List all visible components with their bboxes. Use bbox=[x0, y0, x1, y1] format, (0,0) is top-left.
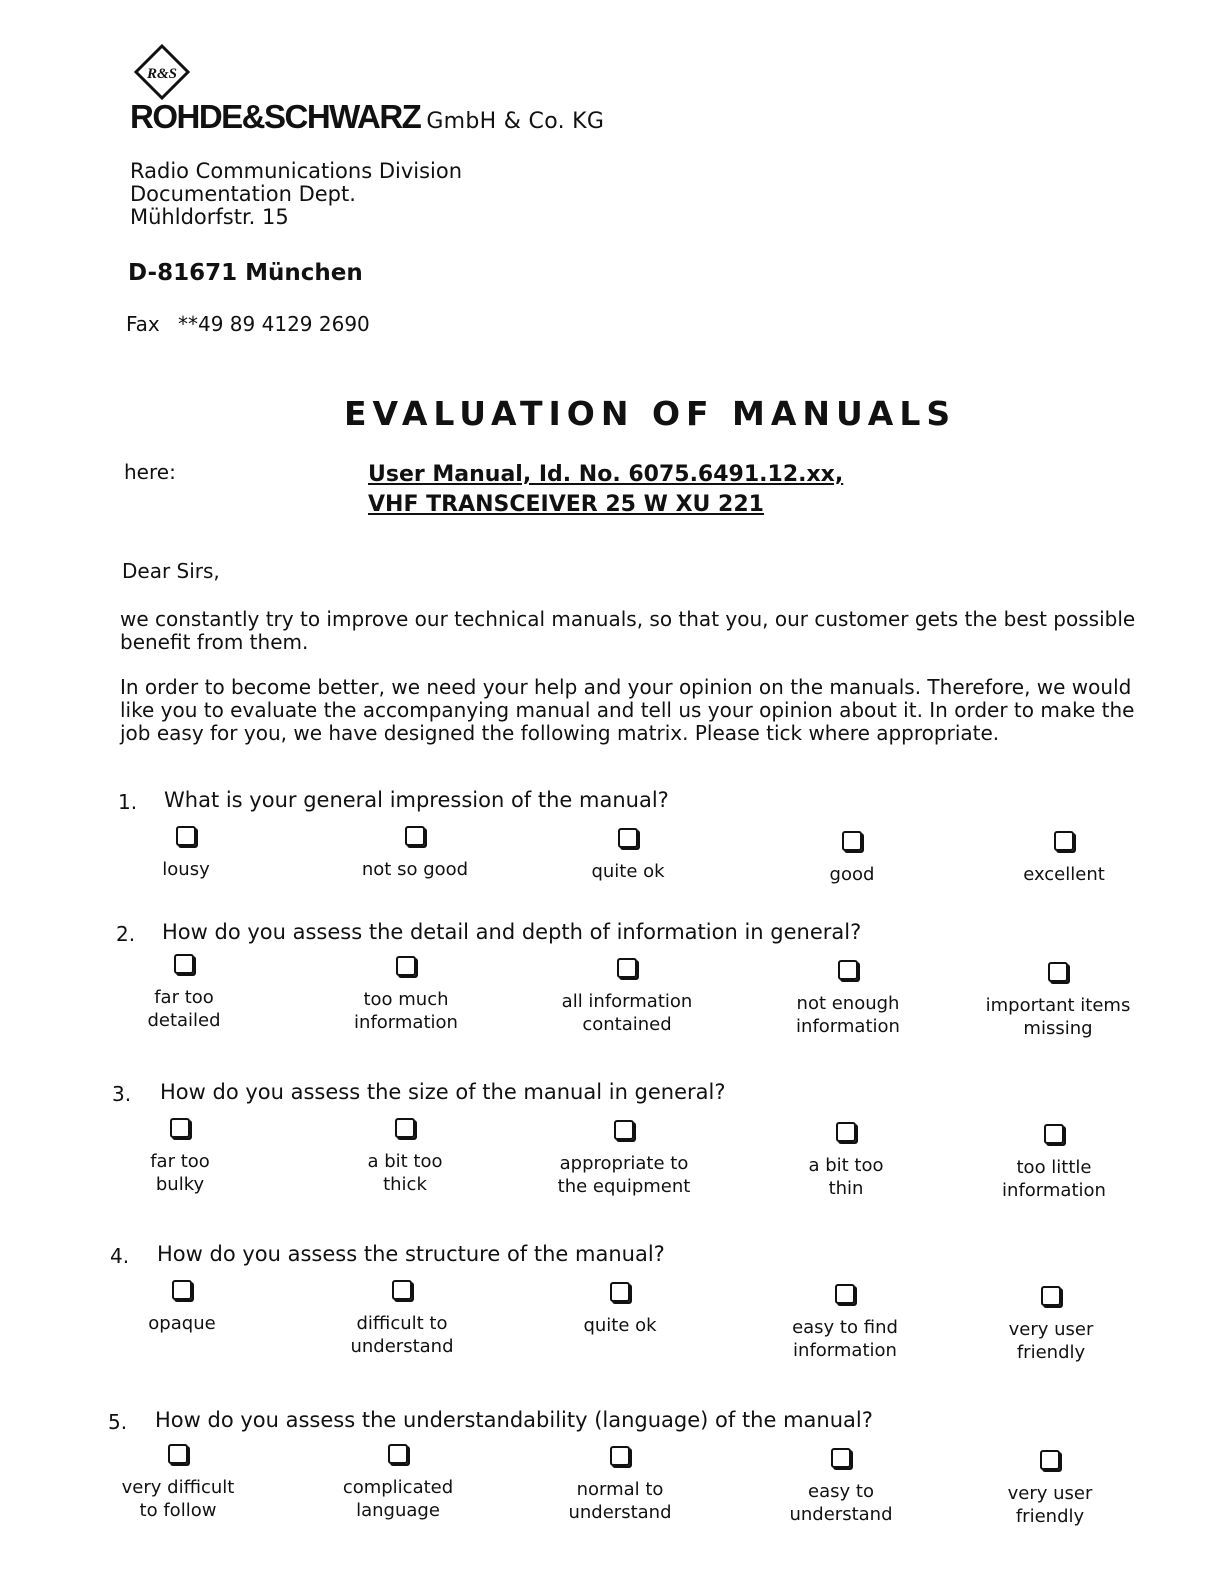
option-label: very user friendly bbox=[1007, 1483, 1093, 1527]
option-label: all information contained bbox=[561, 991, 693, 1035]
answer-option[interactable] bbox=[528, 828, 728, 883]
option-label: appropriate to the equipment bbox=[557, 1153, 691, 1197]
checkbox[interactable] bbox=[405, 826, 425, 846]
option-label: complicated language bbox=[342, 1477, 454, 1521]
option-label: very user friendly bbox=[1008, 1319, 1094, 1363]
instructions-paragraph: In order to become better, we need your help and your opinion on the manuals. Therefore, we would like you to evaluate the accompanying manual and tell us your opinion about it. In order to make the job easy for you, we have designed the following matrix. Please tick where appropriate. bbox=[120, 675, 1135, 745]
answer-option[interactable] bbox=[80, 1118, 280, 1196]
question-text: How do you assess the size of the manual in general? bbox=[160, 1080, 726, 1104]
answer-option[interactable] bbox=[82, 1280, 282, 1335]
question-number: 4. bbox=[110, 1244, 130, 1268]
answer-option[interactable] bbox=[78, 1444, 278, 1522]
answer-option[interactable] bbox=[527, 958, 727, 1036]
checkbox[interactable] bbox=[1044, 1124, 1064, 1144]
checkbox[interactable] bbox=[176, 826, 196, 846]
option-label: far too detailed bbox=[147, 987, 221, 1031]
question-text: How do you assess the understandability (language) of the manual? bbox=[155, 1408, 873, 1432]
answer-option[interactable] bbox=[305, 1118, 505, 1196]
answer-option[interactable] bbox=[520, 1446, 720, 1524]
answer-option[interactable] bbox=[950, 1450, 1150, 1528]
answer-option[interactable] bbox=[306, 956, 506, 1034]
checkbox[interactable] bbox=[1054, 831, 1074, 851]
address-line: Radio Communications Division bbox=[130, 159, 463, 183]
answer-option[interactable] bbox=[752, 831, 952, 886]
question-text: How do you assess the structure of the manual? bbox=[157, 1242, 665, 1266]
option-label: a bit too thick bbox=[367, 1151, 443, 1195]
question-text: How do you assess the detail and depth of information in general? bbox=[162, 920, 862, 944]
address-line: Documentation Dept. bbox=[130, 182, 356, 206]
checkbox[interactable] bbox=[614, 1120, 634, 1140]
option-label: not so good bbox=[361, 859, 469, 880]
answer-option[interactable] bbox=[524, 1120, 724, 1198]
option-label: quite ok bbox=[583, 1315, 657, 1336]
question-number: 5. bbox=[108, 1410, 128, 1434]
option-label: too much information bbox=[354, 989, 458, 1033]
answer-option[interactable] bbox=[520, 1282, 720, 1337]
answer-option[interactable] bbox=[302, 1280, 502, 1358]
rohde-schwarz-diamond-logo bbox=[134, 44, 190, 100]
reference-label: here: bbox=[124, 460, 176, 484]
greeting: Dear Sirs, bbox=[122, 559, 220, 583]
question-text: What is your general impression of the manual? bbox=[164, 788, 669, 812]
fax-number: **49 89 4129 2690 bbox=[178, 312, 370, 336]
answer-option[interactable] bbox=[84, 954, 284, 1032]
checkbox[interactable] bbox=[617, 958, 637, 978]
question-number: 1. bbox=[118, 790, 138, 814]
logo-letters: R&S bbox=[146, 66, 178, 82]
checkbox[interactable] bbox=[388, 1444, 408, 1464]
manual-reference-line2: VHF TRANSCEIVER 25 W XU 221 bbox=[368, 492, 764, 517]
option-label: good bbox=[829, 864, 875, 885]
checkbox[interactable] bbox=[831, 1448, 851, 1468]
checkbox[interactable] bbox=[1040, 1450, 1060, 1470]
city: D-81671 München bbox=[128, 260, 363, 286]
address-line: Mühldorfstr. 15 bbox=[130, 205, 289, 229]
answer-option[interactable] bbox=[86, 826, 286, 881]
answer-option[interactable] bbox=[951, 1286, 1151, 1364]
answer-option[interactable] bbox=[958, 962, 1158, 1040]
question-number: 2. bbox=[116, 922, 136, 946]
checkbox[interactable] bbox=[170, 1118, 190, 1138]
answer-option[interactable] bbox=[745, 1284, 945, 1362]
checkbox[interactable] bbox=[395, 1118, 415, 1138]
option-label: not enough information bbox=[796, 993, 900, 1037]
option-label: difficult to understand bbox=[350, 1313, 454, 1357]
checkbox[interactable] bbox=[168, 1444, 188, 1464]
answer-option[interactable] bbox=[315, 826, 515, 881]
company-suffix: GmbH & Co. KG bbox=[426, 109, 605, 134]
fax-line bbox=[126, 312, 370, 336]
checkbox[interactable] bbox=[835, 1284, 855, 1304]
checkbox[interactable] bbox=[172, 1280, 192, 1300]
checkbox[interactable] bbox=[838, 960, 858, 980]
option-label: a bit too thin bbox=[808, 1155, 884, 1199]
checkbox[interactable] bbox=[392, 1280, 412, 1300]
option-label: quite ok bbox=[591, 861, 665, 882]
intro-paragraph: we constantly try to improve our technical manuals, so that you, our customer gets the best possible benefit from them. bbox=[120, 607, 1136, 654]
checkbox[interactable] bbox=[610, 1446, 630, 1466]
option-label: too little information bbox=[1002, 1157, 1106, 1201]
checkbox[interactable] bbox=[1041, 1286, 1061, 1306]
checkbox[interactable] bbox=[1048, 962, 1068, 982]
option-label: easy to understand bbox=[789, 1481, 893, 1525]
checkbox[interactable] bbox=[396, 956, 416, 976]
option-label: excellent bbox=[1023, 864, 1105, 885]
option-label: lousy bbox=[162, 859, 210, 880]
checkbox[interactable] bbox=[610, 1282, 630, 1302]
page-title: EVALUATION OF MANUALS bbox=[344, 394, 957, 433]
answer-option[interactable] bbox=[954, 1124, 1154, 1202]
answer-option[interactable] bbox=[741, 1448, 941, 1526]
checkbox[interactable] bbox=[618, 828, 638, 848]
manual-reference-line1: User Manual, Id. No. 6075.6491.12.xx, bbox=[368, 462, 844, 487]
manual-reference bbox=[368, 460, 843, 520]
answer-option[interactable] bbox=[298, 1444, 498, 1522]
option-label: opaque bbox=[148, 1313, 216, 1334]
checkbox[interactable] bbox=[174, 954, 194, 974]
fax-label: Fax bbox=[126, 312, 160, 336]
option-label: easy to find information bbox=[792, 1317, 898, 1361]
answer-option[interactable] bbox=[746, 1122, 946, 1200]
option-label: normal to understand bbox=[568, 1479, 672, 1523]
question-number: 3. bbox=[112, 1082, 132, 1106]
address-block bbox=[130, 160, 462, 229]
company-brand bbox=[130, 98, 604, 136]
company-name: ROHDE&SCHWARZ bbox=[130, 98, 421, 135]
answer-option[interactable] bbox=[964, 831, 1164, 886]
checkbox[interactable] bbox=[836, 1122, 856, 1142]
option-label: very difficult to follow bbox=[121, 1477, 235, 1521]
option-label: far too bulky bbox=[150, 1151, 210, 1195]
checkbox[interactable] bbox=[842, 831, 862, 851]
answer-option[interactable] bbox=[748, 960, 948, 1038]
option-label: important items missing bbox=[985, 995, 1131, 1039]
